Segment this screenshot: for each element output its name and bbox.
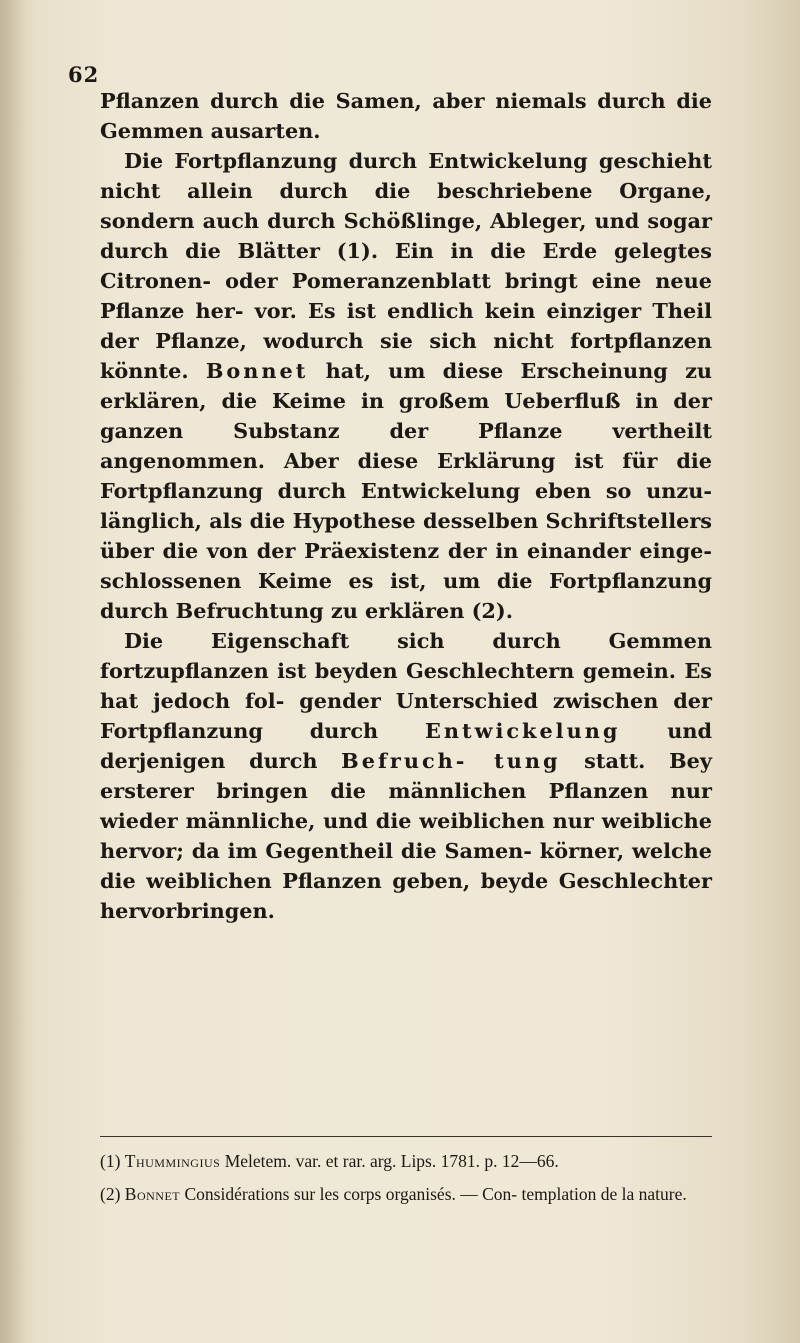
footnote [100,1181,712,1208]
footnote-author: Bonnet [124,1184,181,1204]
paragraph-segment: Die Fortpflanzung durch Entwickelung geschieht nicht allein durch die beschriebene Organe, sondern auch durch Schößlinge, Ableger, und sogar durch die Blätter (1). Ein in die Erde gelegtes Citronen- oder Pomeranzenblatt bringt eine neue Pflanze her- vor. Es ist endlich kein einziger Theil der Pflanze, wodurch sie sich nicht fortpflanzen könnte. [100,148,712,383]
footnote-author: Thummingius [124,1151,221,1171]
footnote [100,1148,712,1175]
paragraph-segment: und derjenigen durch [100,718,712,773]
binding-shadow [0,0,28,1343]
paragraph [100,626,712,926]
emphasized-name: Bonnet [205,358,309,383]
footnote-marker: (1) [100,1151,125,1171]
paragraph-segment: Die Eigenschaft sich durch Gemmen fortzupflanzen ist beyden Geschlechtern gemein. Es hat jedoch fol- gender Unterschied zwischen der Fortpflanzung durch [100,628,712,743]
footnote-marker: (2) [100,1184,125,1204]
footnotes [100,1148,712,1214]
emphasized-term: Entwickelung [425,718,621,743]
body-text [100,86,712,926]
footnote-citation: Considérations sur les corps organisés. — Con- templation de la nature. [180,1184,687,1204]
footnote-citation: Meletem. var. et rar. arg. Lips. 1781. p. 12—66. [220,1151,559,1171]
footnote-divider [100,1136,712,1137]
emphasized-term: Befruch- tung [341,748,561,773]
paragraph [100,86,712,146]
paragraph [100,146,712,626]
paragraph-segment: statt. Bey ersterer bringen die männlichen Pflanzen nur wieder männliche, und die weiblichen nur weibliche hervor; da im Gegentheil die Samen- körner, welche die weiblichen Pflanzen geben, beyde Geschlechter hervorbringen. [100,748,712,923]
paragraph-segment: hat, um diese Erscheinung zu erklären, die Keime in großem Ueberfluß in der ganzen Substanz der Pflanze vertheilt angenommen. Aber diese Erklärung ist für die Fortpflanzung durch Entwickelung eben so unzu- länglich, als die Hypothese desselben Schriftstellers über die von der Präexistenz der in einander einge- schlossenen Keime es ist, um die Fortpflanzung durch Befruchtung zu erklären (2). [100,358,712,623]
page-number: 62 [68,62,100,87]
paragraph-segment: Pflanzen durch die Samen, aber niemals durch die Gemmen ausarten. [100,88,712,143]
